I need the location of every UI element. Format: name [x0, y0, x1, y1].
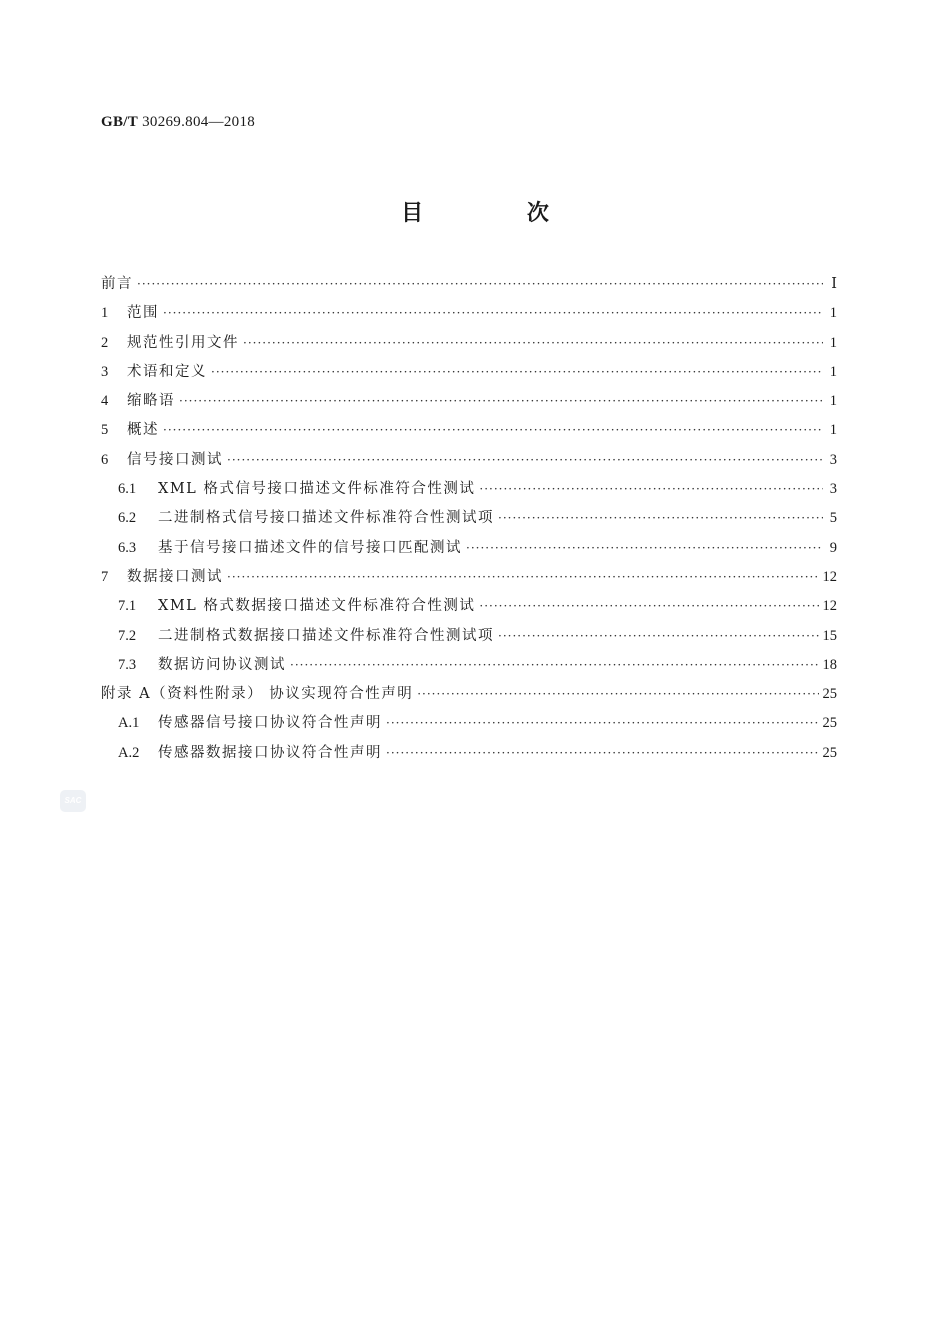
toc-dot-leader: [479, 592, 818, 621]
toc-entry[interactable]: [101, 270, 837, 299]
toc-entry-number: A.2: [118, 744, 140, 761]
toc-entry-number: 6.2: [118, 510, 137, 527]
toc-entry[interactable]: [101, 504, 837, 533]
toc-dot-leader: [227, 446, 823, 475]
toc-entry-page: 3: [829, 481, 837, 498]
toc-entry-label: 附录 A（资料性附录） 协议实现符合性声明: [101, 686, 414, 703]
toc-entry-page: 1: [829, 363, 837, 380]
toc-entry-label: 术语和定义: [127, 363, 207, 380]
toc-entry-number: 5: [101, 422, 109, 439]
sac-watermark-logo: SAC: [60, 790, 86, 812]
toc-dot-leader: [163, 299, 823, 328]
toc-entry-page: 5: [829, 510, 837, 527]
toc-dot-leader: [179, 387, 823, 416]
toc-entry-label: XML 格式数据接口描述文件标准符合性测试: [158, 598, 476, 615]
toc-entry-label: 信号接口测试: [127, 451, 223, 468]
standard-prefix: GB/T: [101, 114, 139, 130]
toc-dot-leader: [243, 329, 823, 358]
toc-entry[interactable]: [101, 358, 837, 387]
toc-entry-number: 6: [101, 451, 109, 468]
toc-dot-leader: [417, 680, 818, 709]
toc-entry-number: 1: [101, 305, 109, 322]
toc-entry-label: 传感器信号接口协议符合性声明: [158, 715, 382, 732]
toc-entry-label: 规范性引用文件: [127, 334, 239, 351]
toc-dot-leader: [227, 563, 819, 592]
toc-entry-label: 基于信号接口描述文件的信号接口匹配测试: [158, 539, 462, 556]
toc-entry[interactable]: [101, 592, 837, 621]
toc-dot-leader: [386, 709, 819, 738]
toc-entry-number: 7: [101, 568, 109, 585]
toc-dot-leader: [290, 651, 819, 680]
table-of-contents: [101, 270, 837, 768]
toc-dot-leader: [211, 358, 823, 387]
toc-entry-number: A.1: [118, 715, 140, 732]
toc-dot-leader: [163, 416, 823, 445]
toc-entry-label: 范围: [127, 305, 159, 322]
toc-entry[interactable]: [101, 534, 837, 563]
toc-entry-label: 缩略语: [127, 393, 175, 410]
toc-entry[interactable]: [101, 416, 837, 445]
toc-entry-number: 7.2: [118, 627, 137, 644]
standard-code: [101, 114, 255, 131]
toc-entry-page: 1: [829, 334, 837, 351]
toc-entry-number: 7.3: [118, 656, 137, 673]
standard-number: 30269.804—2018: [142, 114, 256, 130]
toc-entry[interactable]: [101, 709, 837, 738]
toc-entry-label: 数据接口测试: [127, 568, 223, 585]
toc-entry-page: 1: [829, 393, 837, 410]
toc-dot-leader: [137, 270, 823, 299]
toc-dot-leader: [498, 622, 819, 651]
toc-entry-page: 25: [822, 744, 837, 761]
toc-entry[interactable]: [101, 387, 837, 416]
toc-entry[interactable]: [101, 651, 837, 680]
toc-entry-page: 12: [822, 568, 837, 585]
toc-entry-number: 6.3: [118, 539, 137, 556]
toc-entry[interactable]: [101, 622, 837, 651]
toc-entry-number: 2: [101, 334, 109, 351]
toc-entry-page: 18: [822, 656, 837, 673]
toc-entry-page: 1: [829, 422, 837, 439]
toc-entry-number: 7.1: [118, 598, 137, 615]
toc-entry-label: 数据访问协议测试: [158, 656, 286, 673]
toc-entry-page: 12: [822, 598, 837, 615]
toc-entry[interactable]: [101, 563, 837, 592]
toc-entry-number: 6.1: [118, 481, 137, 498]
toc-entry-label: 概述: [127, 422, 159, 439]
toc-dot-leader: [498, 504, 823, 533]
toc-entry[interactable]: [101, 739, 837, 768]
toc-dot-leader: [466, 534, 823, 563]
toc-entry[interactable]: [101, 446, 837, 475]
toc-entry-label: 二进制格式数据接口描述文件标准符合性测试项: [158, 627, 494, 644]
toc-entry-label: 二进制格式信号接口描述文件标准符合性测试项: [158, 510, 494, 527]
toc-entry[interactable]: [101, 329, 837, 358]
page-title: 目 次: [401, 201, 597, 226]
toc-entry[interactable]: [101, 299, 837, 328]
toc-dot-leader: [386, 739, 819, 768]
toc-entry-page: 9: [829, 539, 837, 556]
toc-entry-page: 25: [822, 715, 837, 732]
toc-entry-number: 3: [101, 363, 109, 380]
toc-entry-page: 15: [822, 627, 837, 644]
toc-entry-page: 1: [829, 305, 837, 322]
toc-dot-leader: [479, 475, 823, 504]
toc-entry[interactable]: [101, 475, 837, 504]
toc-entry-label: 前言: [101, 276, 133, 292]
toc-entry-label: XML 格式信号接口描述文件标准符合性测试: [158, 481, 476, 498]
toc-entry-page: 25: [822, 686, 837, 703]
toc-entry-page: 3: [829, 451, 837, 468]
toc-entry-number: 4: [101, 393, 109, 410]
toc-entry[interactable]: [101, 680, 837, 709]
toc-entry-label: 传感器数据接口协议符合性声明: [158, 744, 382, 761]
toc-entry-page: Ⅰ: [831, 276, 837, 292]
